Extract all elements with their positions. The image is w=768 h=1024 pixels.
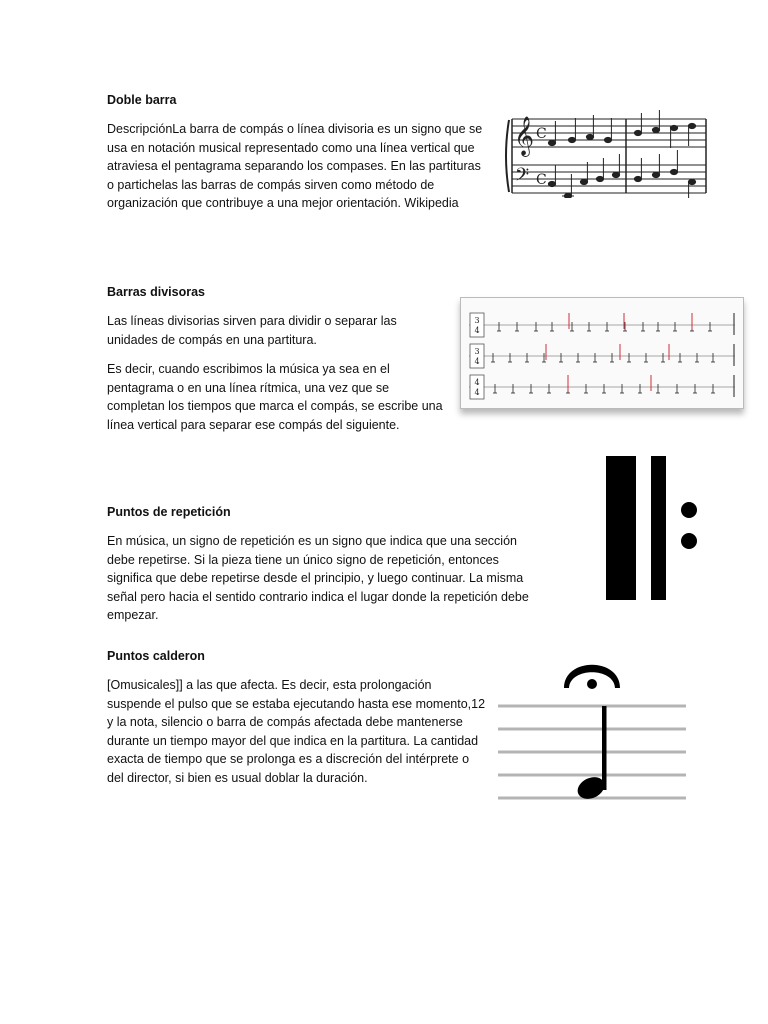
brace-icon — [506, 120, 509, 192]
time-signature-bottom: 4 — [474, 326, 480, 335]
paragraph-barras-divisoras-2: Es decir, cuando escribimos la música ya sea en el pentagrama o en una línea rítmica, una vez que se completan los tiempos que marca el compás, se escribe una línea vertical para separar ese compás del siguiente. — [107, 362, 443, 432]
time-signature-top: 4 — [474, 378, 480, 387]
heading-puntos-repeticion: Puntos de repetición — [107, 505, 231, 519]
heading-puntos-calderon: Puntos calderon — [107, 649, 205, 663]
time-signature-bottom: 4 — [474, 388, 480, 397]
treble-clef-icon: 𝄞 — [514, 116, 535, 156]
time-signature-top: 3 — [474, 347, 480, 356]
rhythm-lines-figure — [460, 297, 744, 409]
heading-doble-barra: Doble barra — [107, 93, 177, 107]
grand-staff-figure — [502, 108, 710, 198]
heading-barras-divisoras: Barras divisoras — [107, 285, 205, 299]
fermata-figure — [496, 656, 688, 804]
repeat-sign-icon — [600, 452, 710, 602]
paragraph-puntos-calderon: [Omusicales]] a las que afecta. Es decir, esta prolongación suspende el pulso que se estaba ejecutando hasta ese momento,12 y la nota, silencio o barra de compás afectada debe mantenerse durante un tiempo mayor del que indica en la partitura. La cantidad exacta de tiempo que se prolonga es a discreción del intérprete o del director, si bien es usual doblar la duración. — [107, 678, 486, 785]
time-signature-top: 3 — [474, 316, 480, 325]
rhythm-lines-svg — [461, 298, 743, 408]
treble-time-signature: C — [536, 126, 547, 142]
bass-clef-icon: 𝄢 — [515, 165, 530, 190]
paragraph-doble-barra: DescripciónLa barra de compás o línea divisoria es un signo que se usa en notación musical representado como una línea vertical que atraviesa el pentagrama separando los compases. En las partituras o partichelas las barras de compás sirven como método de organización que contribuye a una mejor orientación. Wikipedia — [107, 122, 483, 211]
bass-time-signature: C — [536, 172, 547, 188]
paragraph-barras-divisoras-1: Las líneas divisorias sirven para dividir o separar las unidades de compás en una partitura. — [107, 314, 397, 347]
paragraph-puntos-repeticion: En música, un signo de repetición es un signo que indica que una sección debe repetirse. Si la pieza tiene un único signo de repetición, entonces significa que debe repetirse desde el principio, y luego continuar. La misma señal pero hacia el sentido contrario indica el lugar donde la repetición debe empezar. — [107, 534, 529, 623]
time-signature-bottom: 4 — [474, 357, 480, 366]
